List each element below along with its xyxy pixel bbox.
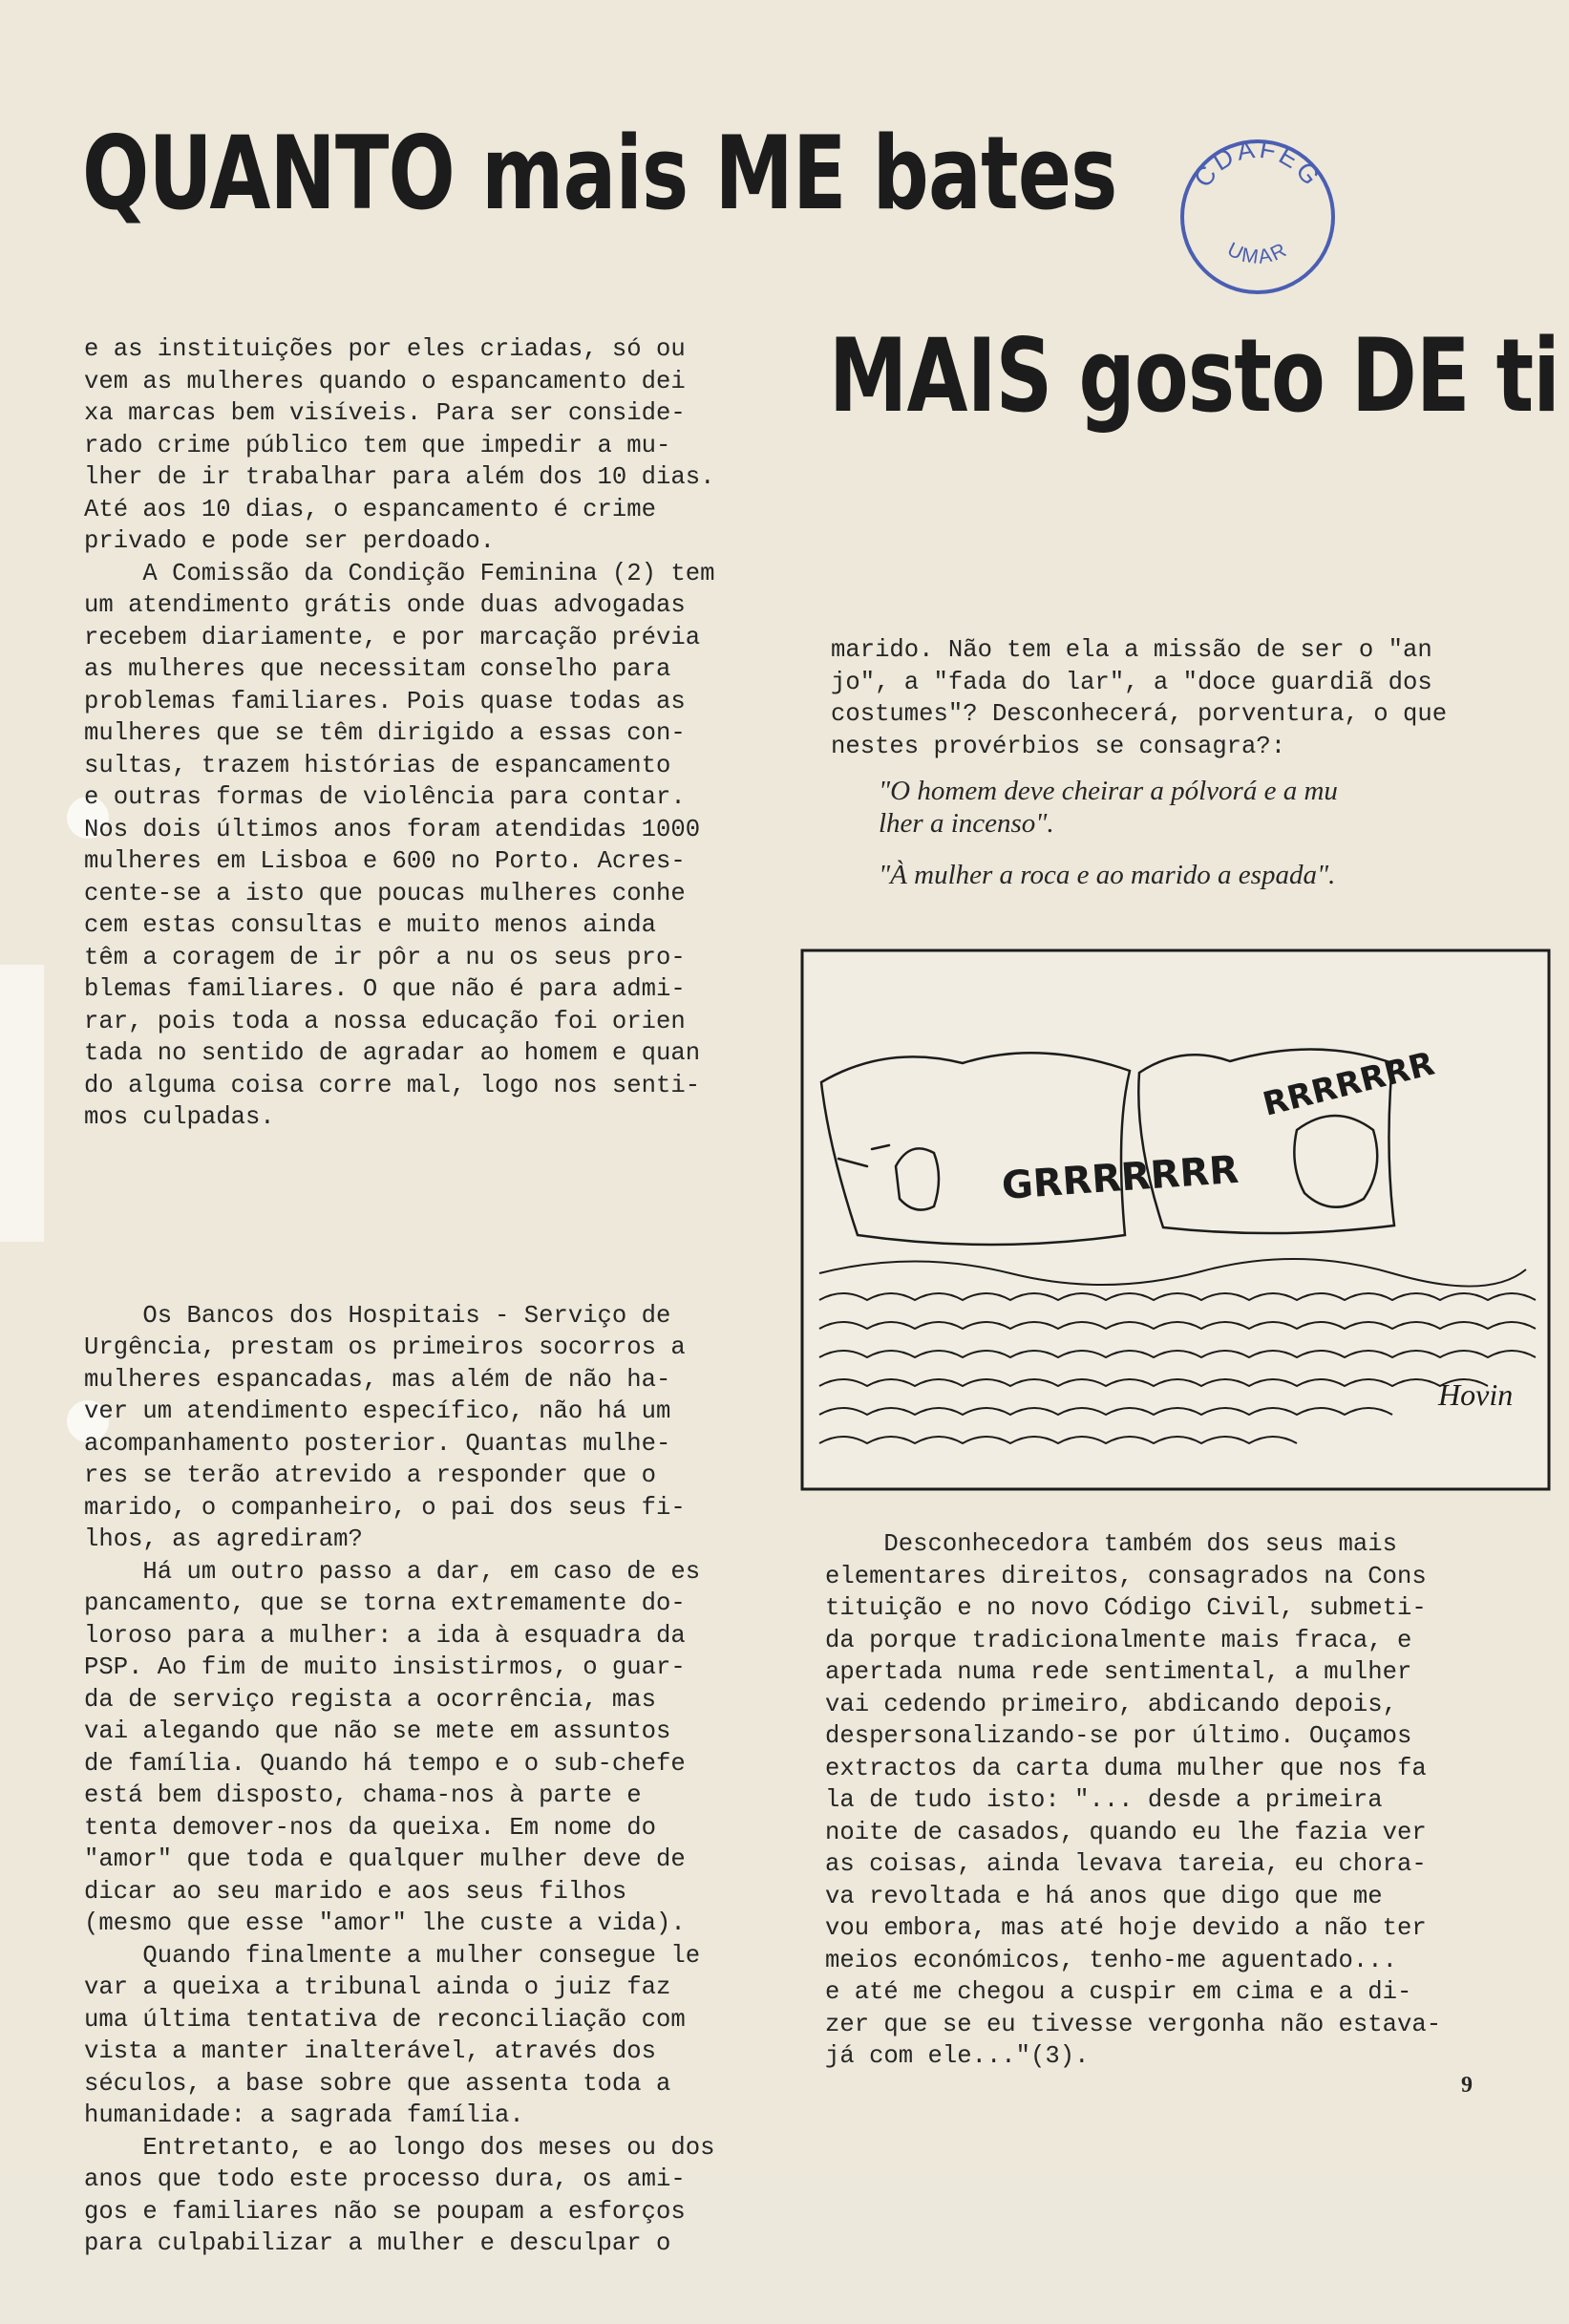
text-line: está bem disposto, chama-nos à parte e: [84, 1781, 642, 1809]
text-line: noite de casados, quando eu lhe fazia ver: [825, 1818, 1427, 1846]
text-line: costumes"? Desconhecerá, porventura, o que: [831, 700, 1448, 728]
text-line: marido. Não tem ela a missão de ser o "an: [831, 636, 1432, 664]
stamp-bottom-text: UMAR: [1223, 238, 1292, 269]
text-line: sultas, trazem histórias de espancamento: [84, 751, 671, 779]
text-line: lher de ir trabalhar para além dos 10 dias.: [84, 463, 715, 491]
left-column: [84, 269, 714, 2324]
left-column-part-1: [84, 333, 714, 1134]
text-line: ver um atendimento específico, não há um: [84, 1397, 671, 1425]
text-line: "amor" que toda e qualquer mulher deve de: [84, 1845, 686, 1873]
text-line: vai alegando que não se mete em assuntos: [84, 1717, 671, 1745]
text-line: humanidade: a sagrada família.: [84, 2101, 524, 2129]
svg-text:UMAR: [1224, 239, 1292, 269]
text-line: Até aos 10 dias, o espancamento é crime: [84, 495, 656, 523]
text-line: rado crime público tem que impedir a mu-: [84, 431, 671, 459]
text-line: vista a manter inalterável, através dos: [84, 2037, 656, 2065]
text-line: lhos, as agrediram?: [84, 1525, 363, 1553]
text-line: vem as mulheres quando o espancamento dei: [84, 367, 686, 395]
proverb-2: "À mulher a roca e ao marido a espada".: [879, 860, 1336, 890]
text-line: problemas familiares. Pois quase todas as: [84, 687, 686, 715]
cartoon-signature: Hovin: [1438, 1377, 1514, 1412]
stamp-top-text: CDAFEG: [1188, 136, 1327, 193]
text-line: e outras formas de violência para contar.: [84, 783, 686, 811]
svg-text:CDAFEG: [1188, 136, 1326, 192]
text-line: la de tudo isto: "... desde a primeira: [825, 1786, 1383, 1814]
text-line: va revoltada e há anos que digo que me: [825, 1882, 1383, 1910]
text-line: cente-se a isto que poucas mulheres conhe: [84, 879, 686, 907]
text-line: recebem diariamente, e por marcação prévia: [84, 623, 701, 651]
text-line: dicar ao seu marido e aos seus filhos: [84, 1877, 627, 1906]
text-line: gos e familiares não se poupam a esforços: [84, 2197, 686, 2226]
text-line: jo", a "fada do lar", a "doce guardiã dos: [831, 668, 1432, 696]
proverb-1-line-1: "O homem deve cheirar a pólvorá e a mu: [879, 776, 1338, 806]
text-line: cem estas consultas e muito menos ainda: [84, 911, 656, 939]
right-column-bottom: [825, 1528, 1441, 2073]
right-column-top: [831, 634, 1447, 762]
text-line: Nos dois últimos anos foram atendidas 1000: [84, 815, 701, 843]
text-line: var a queixa a tribunal ainda o juiz faz: [84, 1973, 671, 2001]
text-line: vou embora, mas até hoje devido a não ter: [825, 1914, 1427, 1942]
text-line: as coisas, ainda levava tareia, eu chora-: [825, 1850, 1427, 1878]
text-line: séculos, a base sobre que assenta toda a: [84, 2069, 671, 2098]
text-line: da porque tradicionalmente mais fraca, e: [825, 1626, 1412, 1654]
snore-text-right: RRRRRRR: [1259, 1044, 1438, 1124]
text-line: as mulheres que necessitam conselho para: [84, 655, 671, 683]
text-line: acompanhamento posterior. Quantas mulhe-: [84, 1429, 671, 1458]
text-line: marido, o companheiro, o pai dos seus fi-: [84, 1493, 686, 1522]
text-line: meios económicos, tenho-me aguentado...: [825, 1946, 1397, 1974]
text-line: res se terão atrevido a responder que o: [84, 1461, 656, 1489]
text-line: tituição e no novo Código Civil, submeti-: [825, 1594, 1427, 1622]
text-line: vai cedendo primeiro, abdicando depois,: [825, 1690, 1397, 1718]
text-line: tada no sentido de agradar ao homem e quan: [84, 1039, 701, 1067]
text-line: já com ele..."(3).: [825, 2042, 1090, 2070]
text-line: um atendimento grátis onde duas advogadas: [84, 591, 686, 619]
text-line: apertada numa rede sentimental, a mulher: [825, 1658, 1412, 1686]
text-line: têm a coragem de ir pôr a nu os seus pro-: [84, 943, 686, 971]
text-line: e até me chegou a cuspir em cima e a di-: [825, 1978, 1412, 2006]
text-line: Desconhecedora também dos seus mais: [825, 1530, 1397, 1558]
text-line: de família. Quando há tempo e o sub-chefe: [84, 1749, 686, 1778]
text-line: tenta demover-nos da queixa. Em nome do: [84, 1813, 656, 1842]
text-line: Há um outro passo a dar, em caso de es: [84, 1557, 701, 1586]
snoring-couple-cartoon: [800, 949, 1551, 1491]
text-line: zer que se eu tivesse vergonha não estava-: [825, 2010, 1442, 2038]
snore-text-big: GRRRRRRR: [1000, 1147, 1240, 1208]
text-line: privado e pode ser perdoado.: [84, 527, 496, 555]
page-number: 9: [1461, 2073, 1473, 2098]
text-line: pancamento, que se torna extremamente do-: [84, 1589, 686, 1617]
cdafeg-umar-stamp: [1177, 136, 1339, 298]
text-line: Os Bancos dos Hospitais - Serviço de: [84, 1301, 671, 1330]
text-line: extractos da carta duma mulher que nos fa: [825, 1754, 1427, 1782]
text-line: rar, pois toda a nossa educação foi orien: [84, 1007, 686, 1035]
text-line: anos que todo este processo dura, os ami-: [84, 2165, 686, 2193]
text-line: nestes provérbios se consagra?:: [831, 732, 1286, 760]
text-line: Entretanto, e ao longo dos meses ou dos: [84, 2133, 715, 2162]
text-line: despersonalizando-se por último. Ouçamos: [825, 1722, 1412, 1750]
headline-right: MAIS gosto DE ti: [829, 317, 1559, 435]
text-line: loroso para a mulher: a ida à esquadra da: [84, 1621, 686, 1650]
text-line: uma última tentativa de reconciliação com: [84, 2005, 686, 2034]
left-column-part-2: [84, 1300, 714, 2260]
text-line: Quando finalmente a mulher consegue le: [84, 1941, 701, 1970]
text-line: Urgência, prestam os primeiros socorros a: [84, 1333, 686, 1361]
proverb-1-line-2: lher a incenso".: [879, 808, 1054, 839]
text-line: PSP. Ao fim de muito insistirmos, o guar-: [84, 1653, 686, 1681]
text-line: mulheres que se têm dirigido a essas con-: [84, 719, 686, 747]
torn-edge: [0, 965, 44, 1242]
text-line: elementares direitos, consagrados na Cons: [825, 1562, 1427, 1590]
text-line: da de serviço regista a ocorrência, mas: [84, 1685, 656, 1714]
headline-top: QUANTO mais ME bates: [82, 115, 1117, 232]
text-line: A Comissão da Condição Feminina (2) tem: [84, 559, 715, 587]
text-line: para culpabilizar a mulher e desculpar o: [84, 2229, 671, 2257]
text-line: mulheres espancadas, mas além de não ha-: [84, 1365, 671, 1394]
text-line: mos culpadas.: [84, 1103, 275, 1131]
text-line: (mesmo que esse "amor" lhe custe a vida).: [84, 1909, 686, 1937]
text-line: xa marcas bem visíveis. Para ser conside-: [84, 399, 686, 427]
text-line: blemas familiares. O que não é para admi-: [84, 975, 686, 1003]
text-line: mulheres em Lisboa e 600 no Porto. Acres-: [84, 847, 686, 875]
text-line: e as instituições por eles criadas, só ou: [84, 335, 686, 363]
text-line: do alguma coisa corre mal, logo nos senti-: [84, 1071, 701, 1099]
